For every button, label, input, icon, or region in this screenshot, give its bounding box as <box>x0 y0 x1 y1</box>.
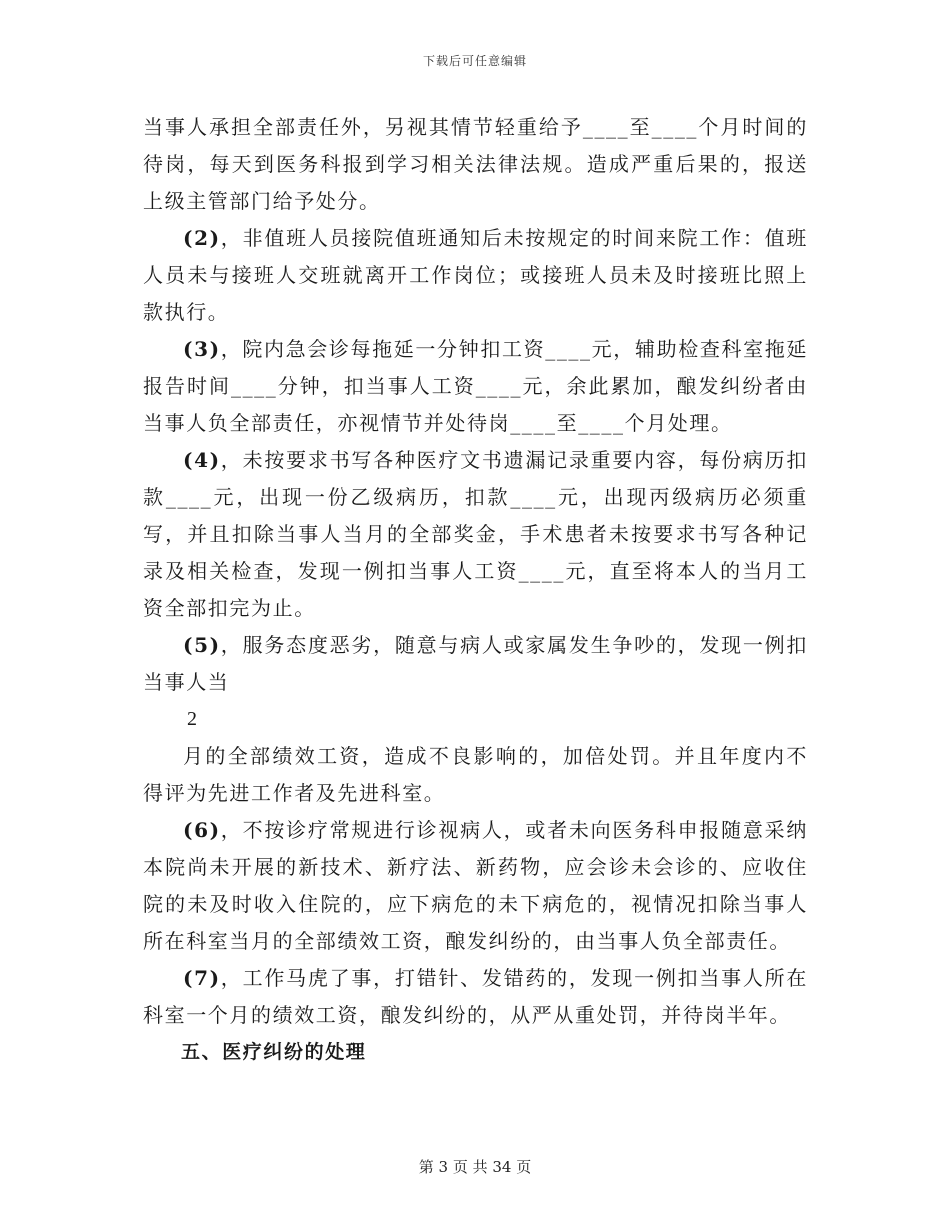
inline-page-number: 2 <box>187 708 199 730</box>
section-heading: 五、医疗纠纷的处理 <box>181 1041 367 1063</box>
item-text: ，非值班人员接院值班通知后未按规定的时间来院工作：值班人员未与接班人交班就离开工作岗位；或接班人员未及时接班比照上款执行。 <box>143 226 808 324</box>
page-footer: 第 3 页 共 34 页 <box>418 1158 532 1176</box>
header-note: 下载后可任意编辑 <box>422 54 527 68</box>
paragraph-item-5 <box>143 627 808 701</box>
item-number: (2) <box>183 226 221 250</box>
paragraph-item-3 <box>143 331 808 442</box>
paragraph-item-6 <box>143 812 808 960</box>
item-text: ，院内急会诊每拖延一分钟扣工资____元，辅助检查科室拖延报告时间____分钟，扣当事人工资____元，余此累加，酿发纠纷者由当事人负全部责任，亦视情节并处待岗____至____个月处理。 <box>143 337 808 435</box>
item-number: (6) <box>183 818 221 842</box>
item-number: (7) <box>183 966 221 990</box>
item-text: ，服务态度恶劣，随意与病人或家属发生争吵的，发现一例扣当事人当 <box>143 633 808 694</box>
paragraph-item-5-continued: 月的全部绩效工资，造成不良影响的，加倍处罚。并且年度内不得评为先进工作者及先进科室。 <box>143 744 808 805</box>
item-text: ，不按诊疗常规进行诊视病人，或者未向医务科申报随意采纳本院尚未开展的新技术、新疗法、新药物，应会诊未会诊的、应收住院的未及时收入住院的，应下病危的未下病危的，视情况扣除当事人所在科室当月的全部绩效工资，酿发纠纷的，由当事人负全部责任。 <box>143 818 808 953</box>
item-number: (5) <box>183 633 221 657</box>
paragraph-item-4 <box>143 442 808 627</box>
item-text: ，未按要求书写各种医疗文书遗漏记录重要内容，每份病历扣款____元，出现一份乙级病历，扣款____元，出现丙级病历必须重写，并且扣除当事人当月的全部奖金，手术患者未按要求书写各种记录及相关检查，发现一例扣当事人工资____元，直至将本人的当月工资全部扣完为止。 <box>143 448 808 620</box>
paragraph-continuation: 当事人承担全部责任外，另视其情节轻重给予____至____个月时间的待岗，每天到医务科报到学习相关法律法规。造成严重后果的，报送上级主管部门给予处分。 <box>143 115 808 213</box>
document-body <box>143 109 808 1071</box>
paragraph-item-7 <box>143 960 808 1034</box>
paragraph-item-2 <box>143 220 808 331</box>
item-number: (4) <box>183 448 221 472</box>
item-text: ，工作马虎了事，打错针、发错药的，发现一例扣当事人所在科室一个月的绩效工资，酿发纠纷的，从严从重处罚，并待岗半年。 <box>143 966 808 1027</box>
item-number: (3) <box>183 337 221 361</box>
